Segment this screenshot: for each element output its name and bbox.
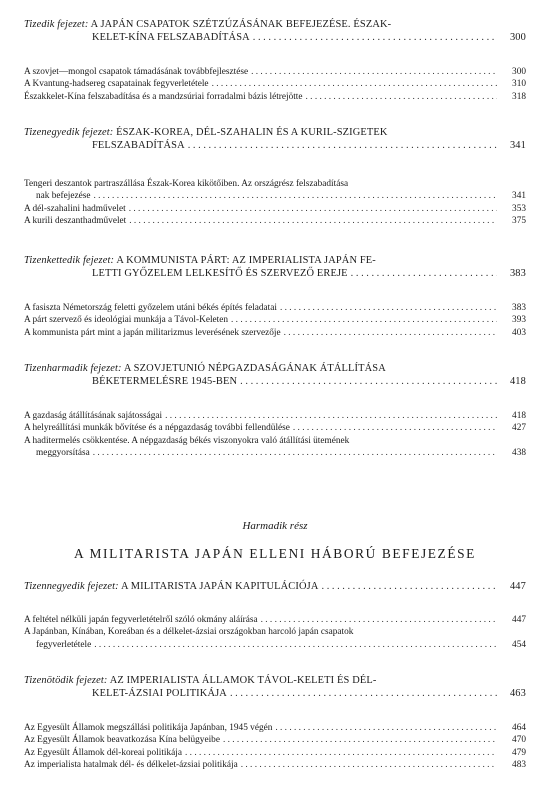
chapter-page: 341	[509, 140, 526, 151]
toc-entry: A szovjet—mongol csapatok támadásának továbbfejlesztése . . . 300	[24, 66, 526, 78]
toc-entry: A Japánban, Kínában, Koreában és a délkelet-ázsiai országokban harcoló japán csapatok fegyverletétele . . . 454	[24, 626, 526, 651]
toc-entries-10	[24, 66, 526, 103]
chapter-label: Tizedik fejezet:	[24, 19, 89, 30]
toc-entry: A feltétel nélküli japán fegyverletételről szóló okmány aláírása . . . 447	[24, 614, 526, 626]
chapter-title-line2: LETTI GYŐZELEM LELKESÍTŐ ÉS SZERVEZŐ EREJE	[92, 268, 348, 279]
chapter-title-line2: FELSZABADÍTÁSA	[92, 140, 185, 151]
toc-entry: A helyreállítási munkák bővítése és a népgazdaság további fellendülése . . . 427	[24, 422, 526, 434]
toc-chapter-13	[24, 362, 526, 388]
toc-entries-13	[24, 410, 526, 460]
chapter-page: 418	[509, 376, 526, 387]
toc-entry: Az imperialista hatalmak dél- és délkelet-ázsiai politikája . . . 483	[24, 759, 526, 771]
toc-entry: Az Egyesült Államok dél-koreai politikája . . . 479	[24, 747, 526, 759]
chapter-page: 463	[509, 688, 526, 699]
toc-chapter-14	[24, 580, 526, 593]
chapter-title-line1: AZ IMPERIALISTA ÁLLAMOK TÁVOL-KELETI ÉS DÉL-	[109, 675, 377, 686]
toc-chapter-15	[24, 674, 526, 700]
toc-entry: Az Egyesült Államok beavatkozása Kína belügyeibe . . . 470	[24, 734, 526, 746]
toc-entry: A dél-szahalini hadművelet . . . 353	[24, 203, 526, 215]
part-label: Harmadik rész	[242, 520, 308, 532]
chapter-title-line1: A SZOVJETUNIÓ NÉPGAZDASÁGÁNAK ÁTÁLLÍTÁSA	[123, 363, 386, 374]
leader-dots	[230, 687, 497, 700]
leader-dots	[351, 267, 497, 280]
toc-entry: Az Egyesült Államok megszállási politikája Japánban, 1945 végén . . . 464	[24, 722, 526, 734]
chapter-label: Tizenötödik fejezet:	[24, 675, 108, 686]
toc-entry: A Kvantung-hadsereg csapatainak fegyverletétele . . . 310	[24, 78, 526, 90]
chapter-page: 383	[509, 268, 526, 279]
chapter-title-line1: A JAPÁN CSAPATOK SZÉTZÚZÁSÁNAK BEFEJEZÉSE. ÉSZAK-	[90, 19, 392, 30]
chapter-title-line1: A KOMMUNISTA PÁRT: AZ IMPERIALISTA JAPÁN FE-	[116, 255, 376, 266]
leader-dots	[188, 139, 497, 152]
chapter-title-line2: KELET-KÍNA FELSZABADÍTÁSA	[92, 32, 250, 43]
toc-entries-14	[24, 614, 526, 651]
toc-entry: A párt szervező és ideológiai munkája a Távol-Keleten . . . 393	[24, 314, 526, 326]
chapter-title-line1: ÉSZAK-KOREA, DÉL-SZAHALIN ÉS A KURIL-SZIGETEK	[116, 127, 388, 138]
toc-entry: A fasiszta Németország feletti győzelem utáni békés építés feladatai . . . 383	[24, 302, 526, 314]
toc-entry: A kurili deszanthadművelet . . . 375	[24, 215, 526, 227]
toc-entry: A kommunista párt mint a japán militarizmus leverésének szervezője . . . 403	[24, 327, 526, 339]
toc-chapter-10	[24, 18, 526, 44]
toc-entries-12	[24, 302, 526, 339]
part-title: A MILITARISTA JAPÁN ELLENI HÁBORÚ BEFEJEZÉSE	[74, 546, 476, 561]
chapter-label: Tizenkettedik fejezet:	[24, 255, 115, 266]
chapter-label: Tizenharmadik fejezet:	[24, 363, 122, 374]
leader-dots	[240, 375, 497, 388]
leader-dots	[322, 580, 498, 593]
chapter-page: 300	[509, 32, 526, 43]
chapter-label: Tizenegyedik fejezet:	[24, 127, 114, 138]
chapter-title-line2: BÉKETERMELÉSRE 1945-BEN	[92, 376, 238, 387]
chapter-label: Tizennegyedik fejezet:	[24, 581, 119, 592]
toc-entries-15	[24, 722, 526, 772]
chapter-title: A MILITARISTA JAPÁN KAPITULÁCIÓJA	[120, 581, 319, 592]
toc-entries-11	[24, 178, 526, 228]
toc-entry: A haditermelés csökkentése. A népgazdaság békés viszonyokra való átállítási ütemének meggyorsítása . . . 438	[24, 435, 526, 460]
chapter-page: 447	[509, 581, 526, 592]
toc-chapter-12	[24, 254, 526, 280]
toc-entry: Északkelet-Kína felszabadítása és a mandzsúriai forradalmi bázis létrejötte . . . 318	[24, 91, 526, 103]
toc-chapter-11	[24, 126, 526, 152]
chapter-title-line2: KELET-ÁZSIAI POLITIKÁJA	[92, 688, 227, 699]
toc-entry: Tengeri deszantok partraszállása Észak-Korea kikötőiben. Az országrész felszabadítása nak befejezése . . . 341	[24, 178, 526, 203]
toc-entry: A gazdaság átállításának sajátosságai . . . 418	[24, 410, 526, 422]
leader-dots	[253, 31, 497, 44]
